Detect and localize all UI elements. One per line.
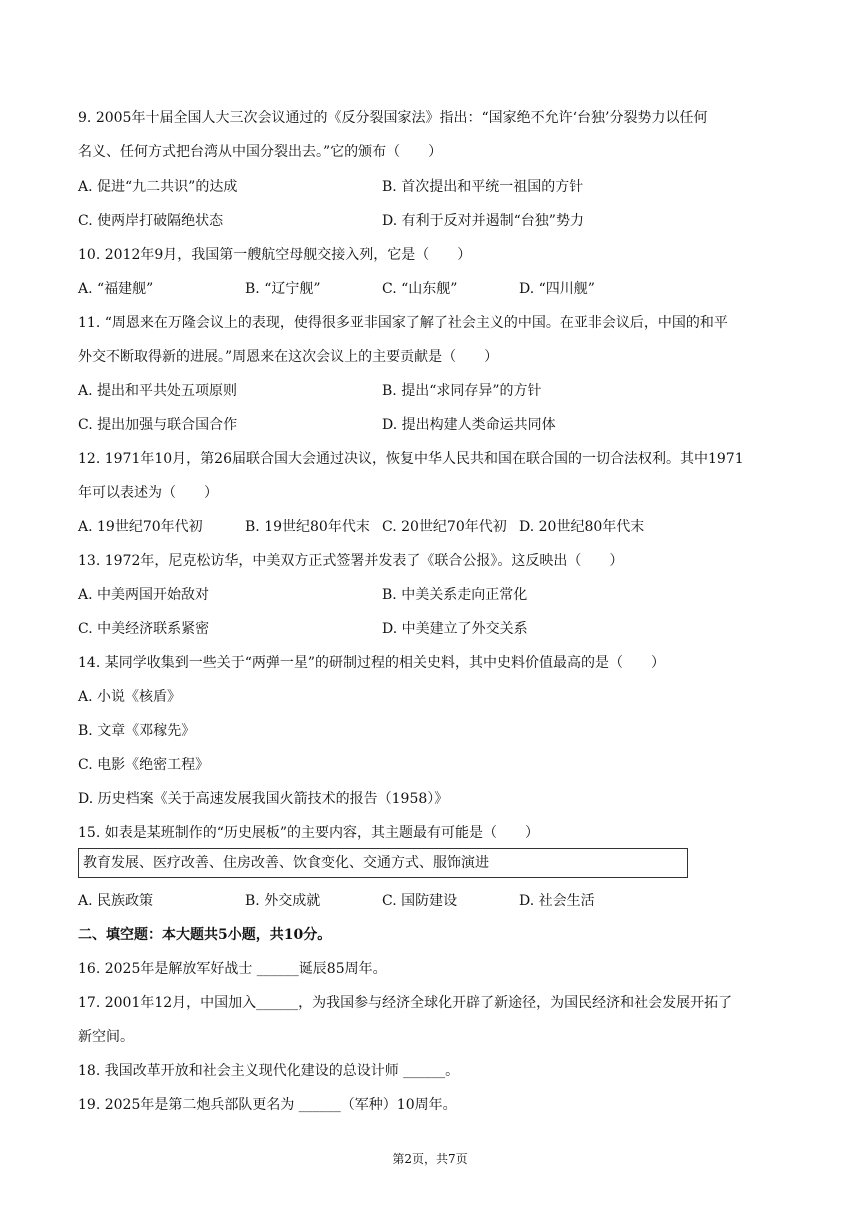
- question-12-option-b: B. 19世纪80年代末: [245, 519, 370, 535]
- question-11-option-d: D. 提出构建人类命运共同体: [382, 417, 556, 433]
- page-footer: 第2页，共7页: [392, 1152, 468, 1166]
- question-15-option-c: C. 国防建设: [382, 893, 458, 909]
- question-number: 12.: [78, 451, 101, 467]
- question-text: 2012年9月，我国第一艘航空母舰交接入列，它是（ ）: [104, 247, 472, 263]
- question-16: [78, 959, 387, 979]
- question-9-option-d: D. 有利于反对并遏制“台独”势力: [382, 213, 584, 229]
- question-9-stem-cont: 名义、任何方式把台湾从中国分裂出去。”它的颁布（ ）: [78, 144, 443, 160]
- question-13-option-c: C. 中美经济联系紧密: [78, 621, 210, 637]
- question-text: 1972年，尼克松访华，中美双方正式签署并发表了《联合公报》。这反映出（ ）: [104, 553, 624, 569]
- question-text: 1971年10月，第26届联合国大会通过决议，恢复中华人民共和国在联合国的一切合法权利。其中1971: [104, 451, 744, 467]
- question-number: 15.: [78, 825, 101, 841]
- question-14-stem: [78, 653, 665, 673]
- question-text: 我国改革开放和社会主义现代化建设的总设计师 ______。: [104, 1063, 460, 1079]
- question-11-option-a: A. 提出和平共处五项原则: [78, 383, 238, 399]
- question-18: [78, 1061, 459, 1081]
- question-10-stem: [78, 245, 471, 265]
- question-13-option-d: D. 中美建立了外交关系: [382, 621, 528, 637]
- question-number: 19.: [78, 1097, 101, 1113]
- question-12-option-d: D. 20世纪80年代末: [519, 519, 645, 535]
- question-text: 2005年十届全国人大三次会议通过的《反分裂国家法》指出：“国家绝不允许‘台独’分裂势力以任何: [95, 110, 708, 126]
- question-13-stem: [78, 551, 623, 571]
- question-number: 16.: [78, 961, 101, 977]
- section-2-title: 二、填空题：本大题共5小题，共10分。: [78, 927, 332, 943]
- question-text: 2001年12月，中国加入______，为我国参与经济全球化开辟了新途径，为国民经济和社会发展开拓了: [104, 995, 733, 1011]
- question-number: 10.: [78, 247, 101, 263]
- question-number: 18.: [78, 1063, 101, 1079]
- question-text: 2025年是第二炮兵部队更名为 ______（军种）10周年。: [104, 1097, 457, 1113]
- question-number: 9.: [78, 110, 92, 126]
- question-14-option-d: D. 历史档案《关于高速发展我国火箭技术的报告（1958）》: [78, 791, 449, 807]
- question-15-option-b: B. 外交成就: [245, 893, 321, 909]
- question-15-option-a: A. 民族政策: [78, 893, 154, 909]
- question-15-option-d: D. 社会生活: [519, 893, 595, 909]
- question-17: [78, 993, 732, 1013]
- question-14-option-a: A. 小说《核盾》: [78, 689, 182, 705]
- question-number: 13.: [78, 553, 101, 569]
- question-13-option-b: B. 中美关系走向正常化: [382, 587, 528, 603]
- question-14-option-c: C. 电影《绝密工程》: [78, 757, 210, 773]
- question-12-stem: [78, 449, 744, 469]
- question-text: 2025年是解放军好战士 ______诞辰85周年。: [104, 961, 387, 977]
- question-11-option-c: C. 提出加强与联合国合作: [78, 417, 238, 433]
- question-14-option-b: B. 文章《邓稼先》: [78, 723, 196, 739]
- question-text: 如表是某班制作的“历史展板”的主要内容，其主题最有可能是（ ）: [104, 825, 540, 841]
- question-17-cont: 新空间。: [78, 1029, 134, 1045]
- question-12-option-c: C. 20世纪70年代初: [382, 519, 507, 535]
- question-9-option-c: C. 使两岸打破隔绝状态: [78, 213, 224, 229]
- question-9-option-a: A. 促进“九二共识”的达成: [78, 179, 238, 195]
- question-11-option-b: B. 提出“求同存异”的方针: [382, 383, 542, 399]
- question-12-option-a: A. 19世纪70年代初: [78, 519, 203, 535]
- question-10-option-b: B. “辽宁舰”: [245, 281, 321, 297]
- question-text: “周恩来在万隆会议上的表现，使得很多亚非国家了解了社会主义的中国。在亚非会议后，中国的和平: [104, 315, 728, 331]
- question-number: 11.: [78, 315, 101, 331]
- question-11-stem: [78, 313, 728, 333]
- question-number: 17.: [78, 995, 101, 1011]
- question-19: [78, 1095, 457, 1115]
- question-13-option-a: A. 中美两国开始敌对: [78, 587, 210, 603]
- question-12-stem-cont: 年可以表述为（ ）: [78, 485, 218, 501]
- question-10-option-c: C. “山东舰”: [382, 281, 458, 297]
- question-15-stem: [78, 823, 539, 843]
- question-10-option-d: D. “四川舰”: [519, 281, 595, 297]
- question-11-stem-cont: 外交不断取得新的进展。”周恩来在这次会议上的主要贡献是（ ）: [78, 349, 499, 365]
- question-9-stem: [78, 108, 708, 128]
- history-board-table: 教育发展、医疗改善、住房改善、饮食变化、交通方式、服饰演进: [78, 848, 688, 878]
- question-number: 14.: [78, 655, 101, 671]
- question-10-option-a: A. “福建舰”: [78, 281, 154, 297]
- question-text: 某同学收集到一些关于“两弹一星”的研制过程的相关史料，其中史料价值最高的是（ ）: [104, 655, 666, 671]
- question-9-option-b: B. 首次提出和平统一祖国的方针: [382, 179, 584, 195]
